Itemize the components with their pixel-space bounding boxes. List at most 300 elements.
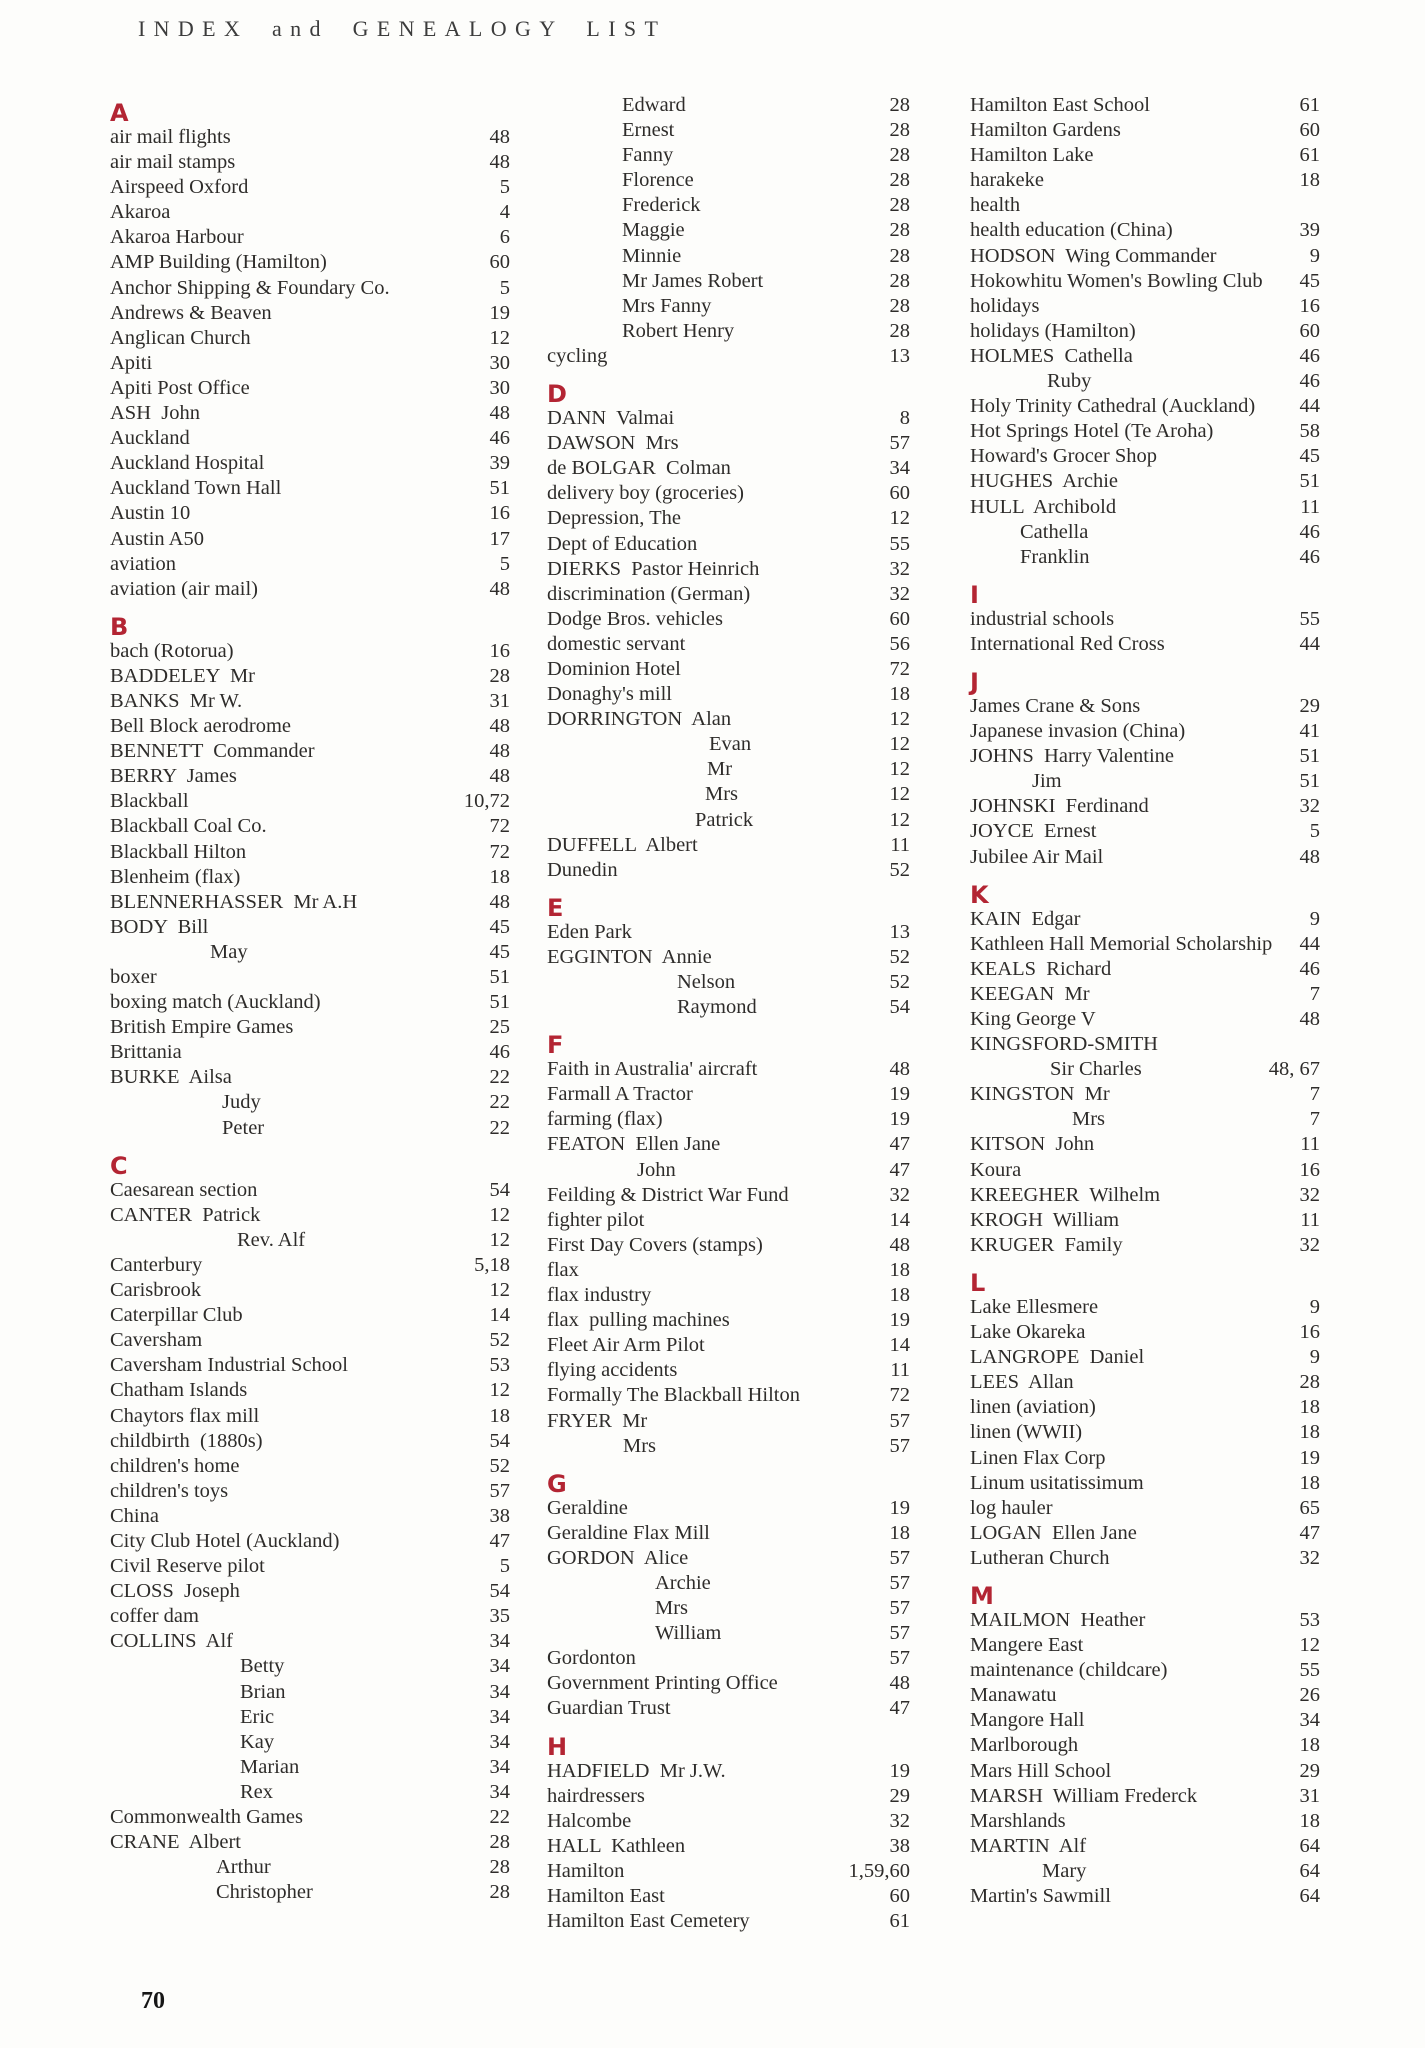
entry-page-number: 34 [489,1655,510,1678]
index-entry [970,694,1320,719]
entry-text: Raymond [677,996,757,1019]
entry-page-number: 57 [889,1434,910,1457]
entry-page-number: 53 [489,1354,510,1377]
entry-text: Airspeed Oxford [110,176,249,199]
entry-page-number: 18 [889,1258,910,1281]
index-entry [547,481,910,506]
index-entry [547,732,910,757]
index-entry [110,476,510,501]
index-entry [970,632,1320,657]
entry-text: DUFFELL Albert [547,833,698,856]
entry-text: JOYCE Ernest [970,820,1097,843]
entry-page-number: 29 [1299,1759,1320,1782]
entry-page-number: 60 [889,482,910,505]
entry-page-number: 28 [889,194,910,217]
entry-text: DIERKS Pastor Heinrich [547,557,760,580]
entry-page-number: 48 [1299,845,1320,868]
entry-page-number: 9 [1309,1295,1320,1318]
entry-text: AMP Building (Hamilton) [110,251,327,274]
section-letter-G: G [547,1469,567,1498]
entry-text: Hot Springs Hotel (Te Aroha) [970,420,1214,443]
index-entry [970,545,1320,570]
entry-text: cycling [547,344,608,367]
index-entry [970,1446,1320,1471]
entry-page-number: 60 [889,1885,910,1907]
entry-text: Japanese invasion (China) [970,720,1186,743]
entry-text: BURKE Ailsa [110,1066,232,1089]
index-entry [547,1258,910,1283]
index-entry [970,1158,1320,1183]
entry-text: BADDELEY Mr [110,664,256,687]
index-entry [547,557,910,582]
entry-page-number: 45 [1299,445,1320,468]
entry-page-number: 48 [889,1233,910,1256]
index-entry [970,769,1320,794]
entry-text: Anglican Church [110,326,251,349]
entry-page-number: 61 [1299,144,1320,167]
entry-text: MAILMON Heather [970,1608,1146,1631]
index-entry [110,1065,510,1090]
index-entry [110,276,510,301]
section-letter-A: A [110,99,129,127]
entry-page-number: 48 [889,1672,910,1695]
entry-text: KITSON John [970,1133,1095,1156]
entry-text: Blackball [110,790,189,813]
entry-text: Sir Charles [1050,1058,1142,1081]
entry-text: MARSH William Frederck [970,1784,1198,1807]
entry-text: Robert Henry [622,319,735,342]
section-letter-I: I [970,580,979,609]
index-entry [110,714,510,739]
entry-page-number: 48, 67 [1268,1058,1320,1081]
section-letter-E: E [547,893,564,922]
entry-page-number: 32 [1299,1233,1320,1256]
entry-text: boxer [110,966,157,988]
entry-page-number: 65 [1299,1496,1320,1519]
index-entry [547,1434,910,1459]
entry-text: Eric [240,1705,275,1728]
index-entry [110,1404,510,1429]
entry-text: Caesarean section [110,1178,258,1201]
entry-text: BLENNERHASSER Mr A.H [110,890,358,913]
entry-page-number: 47 [889,1133,910,1156]
entry-page-number: 48 [489,402,510,425]
index-entry [970,1420,1320,1445]
entry-page-number: 32 [1299,1546,1320,1569]
index-entry [547,1646,910,1671]
index-entry [110,1880,510,1905]
entry-text: HALL Kathleen [547,1834,686,1857]
section-letter-C: C [110,1151,128,1180]
index-entry [547,506,910,531]
entry-page-number: 18 [1299,1809,1320,1832]
entry-page-number: 19 [889,1309,910,1332]
index-entry [970,1233,1320,1258]
entry-page-number: 13 [889,344,910,367]
index-entry [547,920,910,945]
entry-text: COLLINS Alf [110,1630,233,1653]
index-entry [110,1015,510,1040]
index-entry [547,1158,910,1183]
entry-text: Blackball Coal Co. [110,815,267,838]
entry-text: aviation (air mail) [110,577,258,600]
entry-text: health [970,194,1021,217]
entry-page-number: 28 [489,664,510,687]
entry-text: DAWSON Mrs [547,432,679,455]
index-column-3 [970,93,1320,1909]
index-entry [547,218,910,243]
entry-page-number: 12 [489,1228,510,1251]
entry-text: ASH John [110,402,200,425]
entry-page-number: 32 [1299,795,1320,818]
index-entry [970,907,1320,932]
index-entry [547,344,910,369]
entry-page-number: 32 [1299,1183,1320,1206]
index-entry [970,419,1320,444]
entry-text: boxing match (Auckland) [110,991,321,1014]
index-entry [110,1278,510,1303]
entry-page-number: 19 [889,1108,910,1131]
index-entry [970,1057,1320,1082]
index-entry [970,607,1320,632]
index-entry [970,1859,1320,1884]
index-entry [970,394,1320,419]
entry-text: Government Printing Office [547,1672,778,1695]
index-entry [970,794,1320,819]
index-entry [970,1107,1320,1132]
index-entry [110,1454,510,1479]
entry-page-number: 55 [1299,1659,1320,1682]
entry-page-number: 12 [889,808,910,831]
index-entry [110,764,510,789]
section-letter-F: F [547,1031,564,1060]
entry-text: MARTIN Alf [970,1834,1087,1857]
entry-text: Mr [707,758,733,781]
entry-text: Rex [240,1780,274,1803]
entry-page-number: 28 [889,269,910,292]
index-entry [547,707,910,732]
entry-text: May [210,940,248,963]
entry-text: childbirth (1880s) [110,1429,263,1452]
section-letter-K: K [970,880,989,909]
entry-text: CANTER Patrick [110,1203,261,1226]
entry-page-number: 18 [889,683,910,706]
entry-text: Austin A50 [110,527,204,550]
index-entry [110,426,510,451]
entry-page-number: 72 [489,840,510,863]
index-entry [110,552,510,577]
entry-page-number: 35 [489,1605,510,1628]
index-entry [110,789,510,814]
entry-text: Mr James Robert [622,269,764,292]
entry-page-number: 46 [1299,344,1320,367]
entry-page-number: 60 [1299,319,1320,342]
entry-page-number: 5 [499,1555,510,1578]
entry-text: JOHNS Harry Valentine [970,745,1175,768]
entry-page-number: 12 [889,507,910,530]
index-entry [110,1830,510,1855]
entry-text: fighter pilot [547,1208,645,1231]
entry-text: Halcombe [547,1809,632,1832]
entry-page-number: 12 [489,326,510,349]
entry-text: CRANE Albert [110,1831,241,1854]
entry-page-number: 30 [489,376,510,399]
index-entry [547,406,910,431]
index-entry [547,1496,910,1521]
entry-page-number: 57 [889,1409,910,1432]
entry-text: Evan [709,733,752,756]
index-entry [110,225,510,250]
entry-page-number: 47 [889,1697,910,1720]
entry-page-number: 19 [489,301,510,324]
entry-text: Andrews & Beaven [110,301,272,324]
entry-text: Jim [1032,770,1062,793]
index-entry [970,344,1320,369]
index-entry [547,118,910,143]
entry-text: maintenance (childcare) [970,1659,1168,1682]
entry-text: children's toys [110,1479,229,1502]
entry-text: BANKS Mr W. [110,689,243,712]
entry-page-number: 12 [1299,1634,1320,1657]
index-entry [110,890,510,915]
entry-text: Chaytors flax mill [110,1404,260,1427]
entry-text: Blackball Hilton [110,840,247,863]
index-entry [970,469,1320,494]
index-entry [970,982,1320,1007]
entry-text: Bell Block aerodrome [110,715,292,738]
index-entry [110,1090,510,1115]
entry-text: air mail flights [110,126,231,148]
entry-page-number: 48 [489,740,510,763]
entry-page-number: 57 [889,1597,910,1620]
entry-text: Kathleen Hall Memorial Scholarship [970,932,1273,955]
entry-text: Blenheim (flax) [110,865,241,888]
entry-text: Martin's Sawmill [970,1885,1111,1907]
index-entry [110,1855,510,1880]
entry-text: KAIN Edgar [970,907,1081,930]
index-entry [110,376,510,401]
index-entry [547,532,910,557]
entry-page-number: 38 [889,1834,910,1857]
entry-page-number: 32 [889,1809,910,1832]
entry-text: Auckland [110,427,190,450]
entry-text: hairdressers [547,1784,645,1807]
entry-page-number: 11 [1300,1208,1320,1231]
entry-text: Geraldine [547,1496,628,1519]
section-letter-B: B [110,612,129,641]
entry-page-number: 11 [1300,495,1320,518]
entry-text: Fanny [622,144,674,167]
entry-page-number: 22 [489,1066,510,1089]
entry-page-number: 51 [1299,745,1320,768]
entry-text: Chatham Islands [110,1379,248,1402]
index-entry [970,118,1320,143]
entry-page-number: 60 [489,251,510,274]
entry-page-number: 54 [489,1178,510,1201]
entry-page-number: 41 [1299,720,1320,743]
entry-page-number: 30 [489,351,510,374]
entry-text: flax industry [547,1284,652,1307]
page-number: 70 [141,1988,165,2014]
entry-text: air mail stamps [110,151,236,174]
index-entry [547,1784,910,1809]
entry-text: coffer dam [110,1605,199,1628]
entry-text: Formally The Blackball Hilton [547,1384,800,1407]
entry-page-number: 55 [1299,607,1320,630]
entry-text: Faith in Australia' aircraft [547,1058,758,1081]
entry-text: Anchor Shipping & Foundary Co. [110,276,390,299]
entry-page-number: 52 [489,1329,510,1352]
entry-page-number: 12 [889,733,910,756]
entry-text: Minnie [622,244,682,267]
entry-page-number: 8 [899,407,910,430]
index-entry [970,1834,1320,1859]
index-entry [110,326,510,351]
index-entry [547,1208,910,1233]
index-entry [547,682,910,707]
entry-text: Judy [222,1091,261,1114]
entry-text: Fleet Air Arm Pilot [547,1334,705,1357]
index-entry [547,168,910,193]
entry-page-number: 51 [489,477,510,500]
entry-text: HULL Archibold [970,495,1117,518]
entry-page-number: 60 [889,607,910,630]
index-entry [110,200,510,225]
index-entry [547,193,910,218]
entry-page-number: 28 [889,294,910,317]
entry-text: DORRINGTON Alan [547,708,732,731]
index-entry [110,940,510,965]
entry-text: Depression, The [547,507,681,530]
index-entry [970,1733,1320,1758]
index-entry [110,664,510,689]
entry-page-number: 28 [489,1831,510,1854]
index-entry [547,143,910,168]
index-entry [970,1082,1320,1107]
entry-page-number: 48 [1299,1008,1320,1030]
entry-page-number: 56 [889,632,910,655]
entry-page-number: 57 [489,1479,510,1502]
section-letter-D: D [547,380,567,409]
entry-page-number: 18 [1299,1396,1320,1419]
entry-page-number: 1,59,60 [848,1859,910,1882]
index-entry [110,250,510,275]
entry-text: Dodge Bros. vehicles [547,607,723,630]
index-entry [110,1378,510,1403]
entry-page-number: 28 [889,144,910,167]
entry-page-number: 31 [1299,1784,1320,1807]
entry-text: Florence [622,169,694,192]
entry-text: Holy Trinity Cathedral (Auckland) [970,395,1256,418]
entry-text: GORDON Alice [547,1546,689,1569]
section-letter-L: L [970,1268,986,1297]
entry-text: JOHNSKI Ferdinand [970,795,1149,818]
index-entry [110,639,510,664]
entry-page-number: 18 [489,865,510,888]
entry-page-number: 52 [489,1454,510,1477]
entry-page-number: 7 [1309,982,1320,1005]
index-entry [970,1395,1320,1420]
index-entry [547,93,910,118]
index-entry [547,970,910,995]
index-entry [970,1521,1320,1546]
entry-page-number: 61 [1299,94,1320,116]
entry-text: William [655,1622,722,1645]
entry-page-number: 19 [889,1083,910,1106]
entry-page-number: 57 [889,432,910,455]
index-entry [547,1132,910,1157]
index-entry [970,93,1320,118]
entry-page-number: 11 [1300,1133,1320,1156]
entry-text: BERRY James [110,765,237,788]
entry-text: health education (China) [970,219,1173,242]
entry-text: Mangore Hall [970,1709,1085,1732]
index-entry [547,1909,910,1934]
entry-page-number: 53 [1299,1608,1320,1631]
entry-text: holidays (Hamilton) [970,319,1136,342]
entry-page-number: 26 [1299,1684,1320,1707]
index-entry [970,444,1320,469]
entry-text: Nelson [677,971,736,993]
entry-page-number: 7 [1309,1083,1320,1106]
entry-text: Brian [240,1680,286,1703]
index-entry [547,858,910,883]
entry-text: de BOLGAR Colman [547,457,731,480]
entry-page-number: 5 [499,176,510,199]
entry-page-number: 14 [889,1334,910,1357]
entry-page-number: 11 [890,833,910,856]
index-entry [110,1303,510,1328]
section-letter-M: M [970,1581,994,1610]
index-entry [970,1208,1320,1233]
index-entry [547,456,910,481]
entry-page-number: 18 [1299,1471,1320,1494]
entry-text: Apiti [110,351,153,374]
entry-page-number: 22 [489,1091,510,1114]
entry-text: Cathella [1020,520,1089,543]
entry-text: British Empire Games [110,1016,294,1039]
index-entry [970,1032,1320,1057]
index-column-2 [547,93,910,1934]
entry-text: Mrs [623,1434,657,1457]
entry-text: farming (flax) [547,1108,663,1131]
entry-page-number: 18 [889,1521,910,1544]
entry-page-number: 7 [1309,1108,1320,1131]
index-entry [547,294,910,319]
index-entry [970,1884,1320,1909]
index-entry [110,965,510,990]
entry-text: Eden Park [547,920,632,943]
entry-page-number: 46 [1299,545,1320,568]
entry-page-number: 10,72 [463,790,510,813]
entry-text: Archie [655,1571,711,1594]
entry-page-number: 51 [1299,770,1320,793]
index-entry [970,932,1320,957]
entry-page-number: 57 [889,1571,910,1594]
index-entry [547,269,910,294]
entry-page-number: 29 [1299,694,1320,717]
index-column-1 [110,101,510,1905]
entry-page-number: 34 [489,1705,510,1728]
entry-page-number: 11 [890,1359,910,1382]
entry-text: KROGH William [970,1208,1120,1231]
index-entry [110,739,510,764]
index-entry [547,319,910,344]
entry-page-number: 19 [889,1496,910,1519]
entry-page-number: 14 [489,1304,510,1327]
index-entry [110,1805,510,1830]
entry-page-number: 12 [489,1379,510,1402]
